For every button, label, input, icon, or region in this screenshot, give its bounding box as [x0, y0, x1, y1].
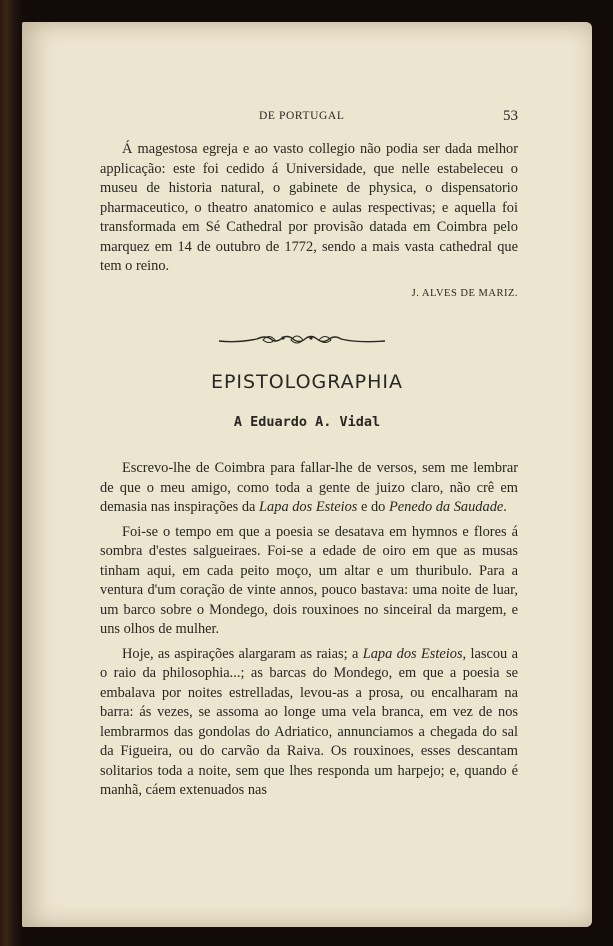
body-paragraph-2: Foi-se o tempo em que a poesia se desatava em hymnos e flores á sombra d'estes salgueiraes. Foi-se a edade de oiro em que as musas tinham aqui, em cada peito moço, um altar e um thuribulo. Para a ventura d'um coração de vinte annos, pouco bastava: uma noite de luar, um barco sobre o Mondego, dois rouxinoes no sinceiral da margem, e uns olhos de mulher. [100, 523, 518, 637]
section-title: EPISTOLOGRAPHIA [210, 371, 404, 393]
author-signature: J. ALVES DE MARIZ. [411, 288, 518, 299]
letter-body [100, 459, 518, 806]
header-title: DE PORTUGAL [259, 110, 345, 122]
ornamental-divider-icon [217, 329, 387, 351]
running-header [100, 110, 518, 130]
dedication: A Eduardo A. Vidal [233, 414, 381, 430]
book-page [22, 22, 592, 927]
body-paragraph-1: Escrevo-lhe de Coimbra para fallar-lhe de versos, sem me lembrar de que o meu amigo, como toda a gente de juizo claro, não crê em demasia nas inspirações da Lapa dos Esteios e do Penedo da Saudade. [100, 460, 518, 515]
page-number: 53 [503, 108, 518, 124]
intro-paragraph: Á magestosa egreja e ao vasto collegio não podia ser dada melhor applicação: este foi cedido á Universidade, que nelle estabeleceu o museu de historia natural, o gabinete de physica, o dispensatorio pharmaceutico, o theatro anatomico e aulas respectivas; e aquella foi transformada em Sé Cathedral por provisão datada em Coimbra pelo marquez em 14 de outubro de 1772, sendo a mais vasta cathedral que tem o reino. [100, 141, 518, 274]
intro-section [100, 140, 518, 282]
body-paragraph-3: Hoje, as aspirações alargaram as raias; a Lapa dos Esteios, lascou a o raio da philosophia...; as barcas do Mondego, em que a poesia se embalava por noites estrelladas, levou-as a prosa, ou encalharam na barra: ás vezes, se assoma ao longe uma vela branca, em vez de nos lembrarmos das gondolas do Adriatico, annunciamos a chegada do sal da Figueira, ou do carvão da Raiva. Os rouxinoes, esses descantam solitarios toda a noite, sem que lhes responda um harpejo; e, quando é manhã, cáem extenuados nas [100, 645, 518, 798]
